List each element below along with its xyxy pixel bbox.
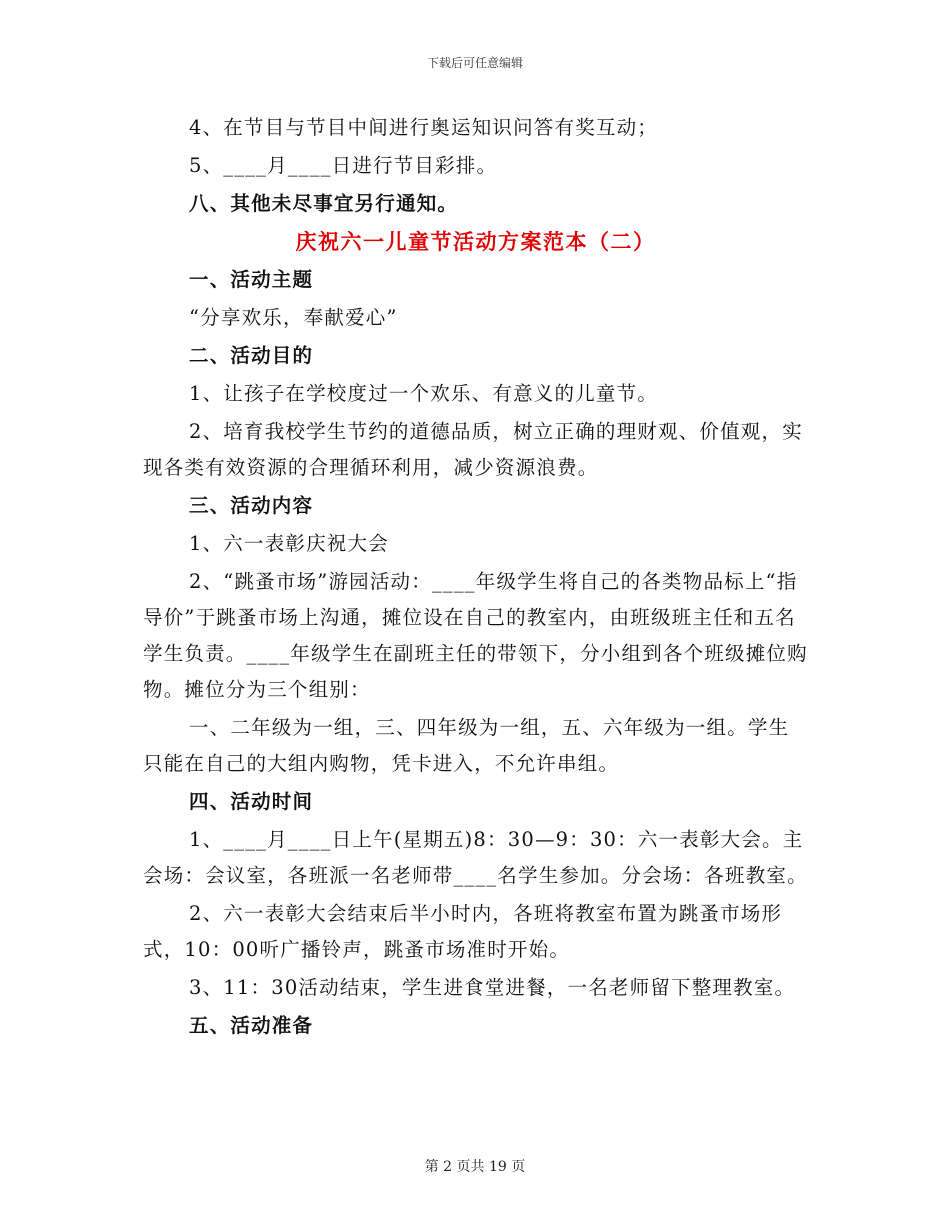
heading-time: 四、活动时间 xyxy=(189,790,314,813)
document-title: 庆祝六一儿童节活动方案范本（二） xyxy=(295,229,656,254)
purpose-1: 1、让孩子在学校度过一个欢乐、有意义的儿童节。 xyxy=(189,382,659,405)
item-4: 4、在节目与节目中间进行奥运知识问答有奖互动； xyxy=(189,116,659,139)
time-3: 3、11：30活动结束，学生进食堂进餐，一名老师留下整理教室。 xyxy=(189,976,796,999)
document-body xyxy=(143,110,808,1044)
heading-purpose: 二、活动目的 xyxy=(189,344,314,367)
heading-theme: 一、活动主题 xyxy=(189,268,314,291)
page-footer: 第 2 页共 19 页 xyxy=(424,1159,526,1175)
content-groups: 一、二年级为一组，三、四年级为一组，五、六年级为一组。学生只能在自己的大组内购物，凭卡进入，不允许串组。 xyxy=(143,716,790,775)
time-2: 2、六一表彰大会结束后半小时内，各班将教室布置为跳蚤市场形式，10：00听广播铃声，跳蚤市场准时开始。 xyxy=(143,902,783,961)
content-1: 1、六一表彰庆祝大会 xyxy=(189,532,389,555)
content-2: 2、“跳蚤市场”游园活动：____年级学生将自己的各类物品标上“指导价”于跳蚤市场上沟通，摊位设在自己的教室内，由班级班主任和五名学生负责。____年级学生在副班主任的带领下，分小组到各个班级摊位购物。摊位分为三个组别： xyxy=(143,570,808,701)
section-8-heading: 八、其他未尽事宜另行通知。 xyxy=(189,192,459,215)
purpose-2: 2、培育我校学生节约的道德品质，树立正确的理财观、价值观，实现各类有效资源的合理循环利用，减少资源浪费。 xyxy=(143,420,803,479)
theme-text: “分享欢乐，奉献爱心” xyxy=(189,306,398,329)
item-5: 5、____月____日进行节目彩排。 xyxy=(189,154,498,177)
time-1: 1、____月____日上午(星期五)8：30—9：30：六一表彰大会。主会场：会议室，各班派一名老师带____名学生参加。分会场：各班教室。 xyxy=(143,828,808,887)
heading-preparation: 五、活动准备 xyxy=(189,1014,314,1037)
page-header: 下载后可任意编辑 xyxy=(426,56,523,70)
heading-content: 三、活动内容 xyxy=(189,494,314,517)
